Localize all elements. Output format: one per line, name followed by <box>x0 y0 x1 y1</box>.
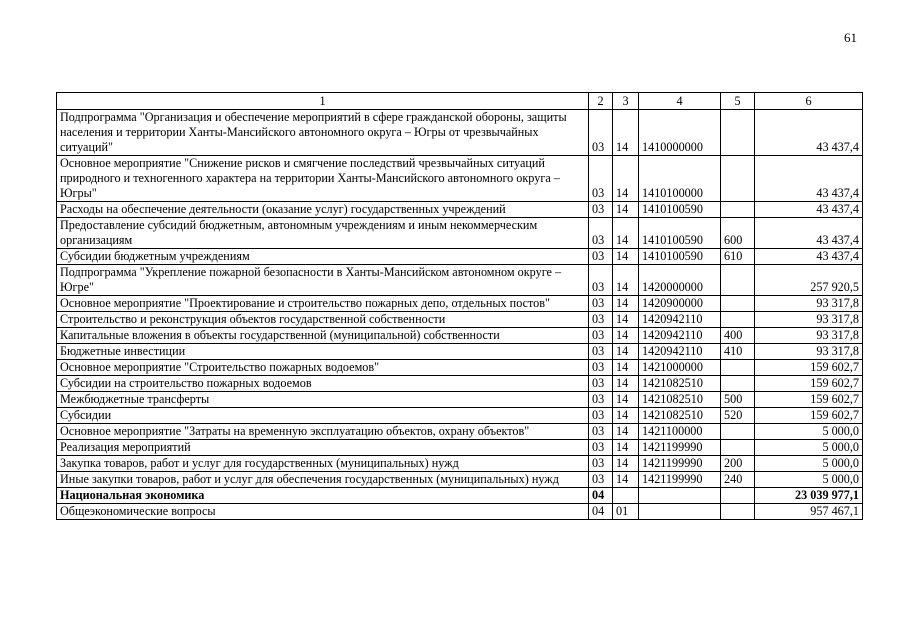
section-code-cell: 03 <box>589 392 613 408</box>
target-article-cell: 1421199990 <box>639 440 721 456</box>
table-row <box>57 156 863 202</box>
table-row <box>57 344 863 360</box>
target-article-cell: 1420942110 <box>639 328 721 344</box>
section-code-cell: 03 <box>589 376 613 392</box>
table-row <box>57 312 863 328</box>
section-code-cell: 03 <box>589 249 613 265</box>
row-name-cell: Закупка товаров, работ и услуг для государственных (муниципальных) нужд <box>57 456 589 472</box>
row-name-cell: Национальная экономика <box>57 488 589 504</box>
table-row <box>57 456 863 472</box>
column-header: 2 <box>589 93 613 110</box>
table-row <box>57 202 863 218</box>
row-name-cell: Межбюджетные трансферты <box>57 392 589 408</box>
section-code-cell: 03 <box>589 408 613 424</box>
section-code-cell: 03 <box>589 344 613 360</box>
subsection-code-cell: 14 <box>613 249 639 265</box>
table-row <box>57 296 863 312</box>
target-article-cell: 1421199990 <box>639 472 721 488</box>
row-name-cell: Расходы на обеспечение деятельности (оказание услуг) государственных учреждений <box>57 202 589 218</box>
row-name-cell: Бюджетные инвестиции <box>57 344 589 360</box>
subsection-code-cell: 14 <box>613 456 639 472</box>
expense-type-cell <box>721 156 755 202</box>
expense-type-cell <box>721 440 755 456</box>
subsection-code-cell: 14 <box>613 110 639 156</box>
row-name-cell: Подпрограмма "Организация и обеспечение мероприятий в сфере гражданской обороны, защиты населения и территории Ханты-Мансийского автономного округа – Югры от чрезвычайных ситуаций" <box>57 110 589 156</box>
target-article-cell: 1410100590 <box>639 249 721 265</box>
target-article-cell: 1420942110 <box>639 344 721 360</box>
expense-type-cell: 610 <box>721 249 755 265</box>
subsection-code-cell: 14 <box>613 376 639 392</box>
section-code-cell: 04 <box>589 488 613 504</box>
amount-cell: 93 317,8 <box>755 296 863 312</box>
amount-cell: 5 000,0 <box>755 472 863 488</box>
subsection-code-cell: 14 <box>613 312 639 328</box>
row-name-cell: Реализация мероприятий <box>57 440 589 456</box>
section-code-cell: 03 <box>589 440 613 456</box>
subsection-code-cell <box>613 488 639 504</box>
expense-type-cell <box>721 265 755 296</box>
subsection-code-cell: 14 <box>613 296 639 312</box>
subsection-code-cell: 14 <box>613 360 639 376</box>
table-row <box>57 328 863 344</box>
row-name-cell: Основное мероприятие "Проектирование и строительство пожарных депо, отдельных постов" <box>57 296 589 312</box>
expense-type-cell: 200 <box>721 456 755 472</box>
amount-cell: 23 039 977,1 <box>755 488 863 504</box>
target-article-cell <box>639 504 721 520</box>
amount-cell: 159 602,7 <box>755 360 863 376</box>
expense-type-cell: 240 <box>721 472 755 488</box>
target-article-cell: 1410100590 <box>639 202 721 218</box>
section-code-cell: 03 <box>589 328 613 344</box>
section-code-cell: 03 <box>589 312 613 328</box>
section-code-cell: 03 <box>589 360 613 376</box>
row-name-cell: Иные закупки товаров, работ и услуг для обеспечения государственных (муниципальных) нужд <box>57 472 589 488</box>
section-code-cell: 03 <box>589 472 613 488</box>
table-row <box>57 249 863 265</box>
target-article-cell: 1421082510 <box>639 408 721 424</box>
table-row <box>57 504 863 520</box>
target-article-cell <box>639 488 721 504</box>
table-row <box>57 472 863 488</box>
subsection-code-cell: 14 <box>613 440 639 456</box>
row-name-cell: Строительство и реконструкция объектов государственной собственности <box>57 312 589 328</box>
amount-cell: 43 437,4 <box>755 249 863 265</box>
expense-type-cell <box>721 488 755 504</box>
amount-cell: 5 000,0 <box>755 424 863 440</box>
table-row <box>57 488 863 504</box>
table-row <box>57 376 863 392</box>
expense-type-cell <box>721 312 755 328</box>
amount-cell: 5 000,0 <box>755 456 863 472</box>
expense-type-cell <box>721 504 755 520</box>
column-header: 1 <box>57 93 589 110</box>
target-article-cell: 1421000000 <box>639 360 721 376</box>
expense-type-cell: 500 <box>721 392 755 408</box>
page-number: 61 <box>844 30 857 45</box>
column-header: 5 <box>721 93 755 110</box>
amount-cell: 159 602,7 <box>755 408 863 424</box>
section-code-cell: 03 <box>589 456 613 472</box>
section-code-cell: 03 <box>589 424 613 440</box>
table-header-row <box>57 93 863 110</box>
budget-table <box>56 92 863 520</box>
target-article-cell: 1421100000 <box>639 424 721 440</box>
target-article-cell: 1410100000 <box>639 156 721 202</box>
subsection-code-cell: 14 <box>613 408 639 424</box>
row-name-cell: Предоставление субсидий бюджетным, автономным учреждениям и иным некоммерческим организациям <box>57 218 589 249</box>
amount-cell: 93 317,8 <box>755 328 863 344</box>
expense-type-cell <box>721 360 755 376</box>
expense-type-cell <box>721 202 755 218</box>
table-row <box>57 110 863 156</box>
section-code-cell: 03 <box>589 296 613 312</box>
section-code-cell: 03 <box>589 156 613 202</box>
row-name-cell: Основное мероприятие "Затраты на временную эксплуатацию объектов, охрану объектов" <box>57 424 589 440</box>
amount-cell: 159 602,7 <box>755 392 863 408</box>
row-name-cell: Основное мероприятие "Строительство пожарных водоемов" <box>57 360 589 376</box>
section-code-cell: 03 <box>589 110 613 156</box>
amount-cell: 43 437,4 <box>755 218 863 249</box>
subsection-code-cell: 01 <box>613 504 639 520</box>
section-code-cell: 03 <box>589 218 613 249</box>
column-header: 3 <box>613 93 639 110</box>
row-name-cell: Капитальные вложения в объекты государственной (муниципальной) собственности <box>57 328 589 344</box>
amount-cell: 93 317,8 <box>755 312 863 328</box>
subsection-code-cell: 14 <box>613 344 639 360</box>
subsection-code-cell: 14 <box>613 328 639 344</box>
expense-type-cell: 410 <box>721 344 755 360</box>
amount-cell: 257 920,5 <box>755 265 863 296</box>
amount-cell: 43 437,4 <box>755 110 863 156</box>
table-row <box>57 360 863 376</box>
row-name-cell: Субсидии на строительство пожарных водоемов <box>57 376 589 392</box>
subsection-code-cell: 14 <box>613 202 639 218</box>
target-article-cell: 1420000000 <box>639 265 721 296</box>
amount-cell: 957 467,1 <box>755 504 863 520</box>
subsection-code-cell: 14 <box>613 156 639 202</box>
column-header: 4 <box>639 93 721 110</box>
amount-cell: 159 602,7 <box>755 376 863 392</box>
target-article-cell: 1421199990 <box>639 456 721 472</box>
table-row <box>57 265 863 296</box>
target-article-cell: 1410100590 <box>639 218 721 249</box>
section-code-cell: 03 <box>589 202 613 218</box>
subsection-code-cell: 14 <box>613 424 639 440</box>
expense-type-cell <box>721 110 755 156</box>
table-body <box>57 110 863 520</box>
target-article-cell: 1421082510 <box>639 392 721 408</box>
section-code-cell: 03 <box>589 265 613 296</box>
table-row <box>57 424 863 440</box>
table-row <box>57 392 863 408</box>
expense-type-cell: 600 <box>721 218 755 249</box>
amount-cell: 93 317,8 <box>755 344 863 360</box>
row-name-cell: Подпрограмма "Укрепление пожарной безопасности в Ханты-Мансийском автономном округе – Югре" <box>57 265 589 296</box>
amount-cell: 43 437,4 <box>755 156 863 202</box>
column-header: 6 <box>755 93 863 110</box>
table-row <box>57 408 863 424</box>
row-name-cell: Субсидии бюджетным учреждениям <box>57 249 589 265</box>
amount-cell: 5 000,0 <box>755 440 863 456</box>
subsection-code-cell: 14 <box>613 265 639 296</box>
target-article-cell: 1420900000 <box>639 296 721 312</box>
table-row <box>57 440 863 456</box>
row-name-cell: Субсидии <box>57 408 589 424</box>
expense-type-cell: 400 <box>721 328 755 344</box>
subsection-code-cell: 14 <box>613 392 639 408</box>
table-row <box>57 218 863 249</box>
amount-cell: 43 437,4 <box>755 202 863 218</box>
subsection-code-cell: 14 <box>613 218 639 249</box>
target-article-cell: 1410000000 <box>639 110 721 156</box>
section-code-cell: 04 <box>589 504 613 520</box>
expense-type-cell: 520 <box>721 408 755 424</box>
expense-type-cell <box>721 376 755 392</box>
expense-type-cell <box>721 424 755 440</box>
subsection-code-cell: 14 <box>613 472 639 488</box>
target-article-cell: 1420942110 <box>639 312 721 328</box>
target-article-cell: 1421082510 <box>639 376 721 392</box>
row-name-cell: Основное мероприятие "Снижение рисков и смягчение последствий чрезвычайных ситуаций природного и техногенного характера на территории Ханты-Мансийского автономного округа – Югры" <box>57 156 589 202</box>
expense-type-cell <box>721 296 755 312</box>
row-name-cell: Общеэкономические вопросы <box>57 504 589 520</box>
